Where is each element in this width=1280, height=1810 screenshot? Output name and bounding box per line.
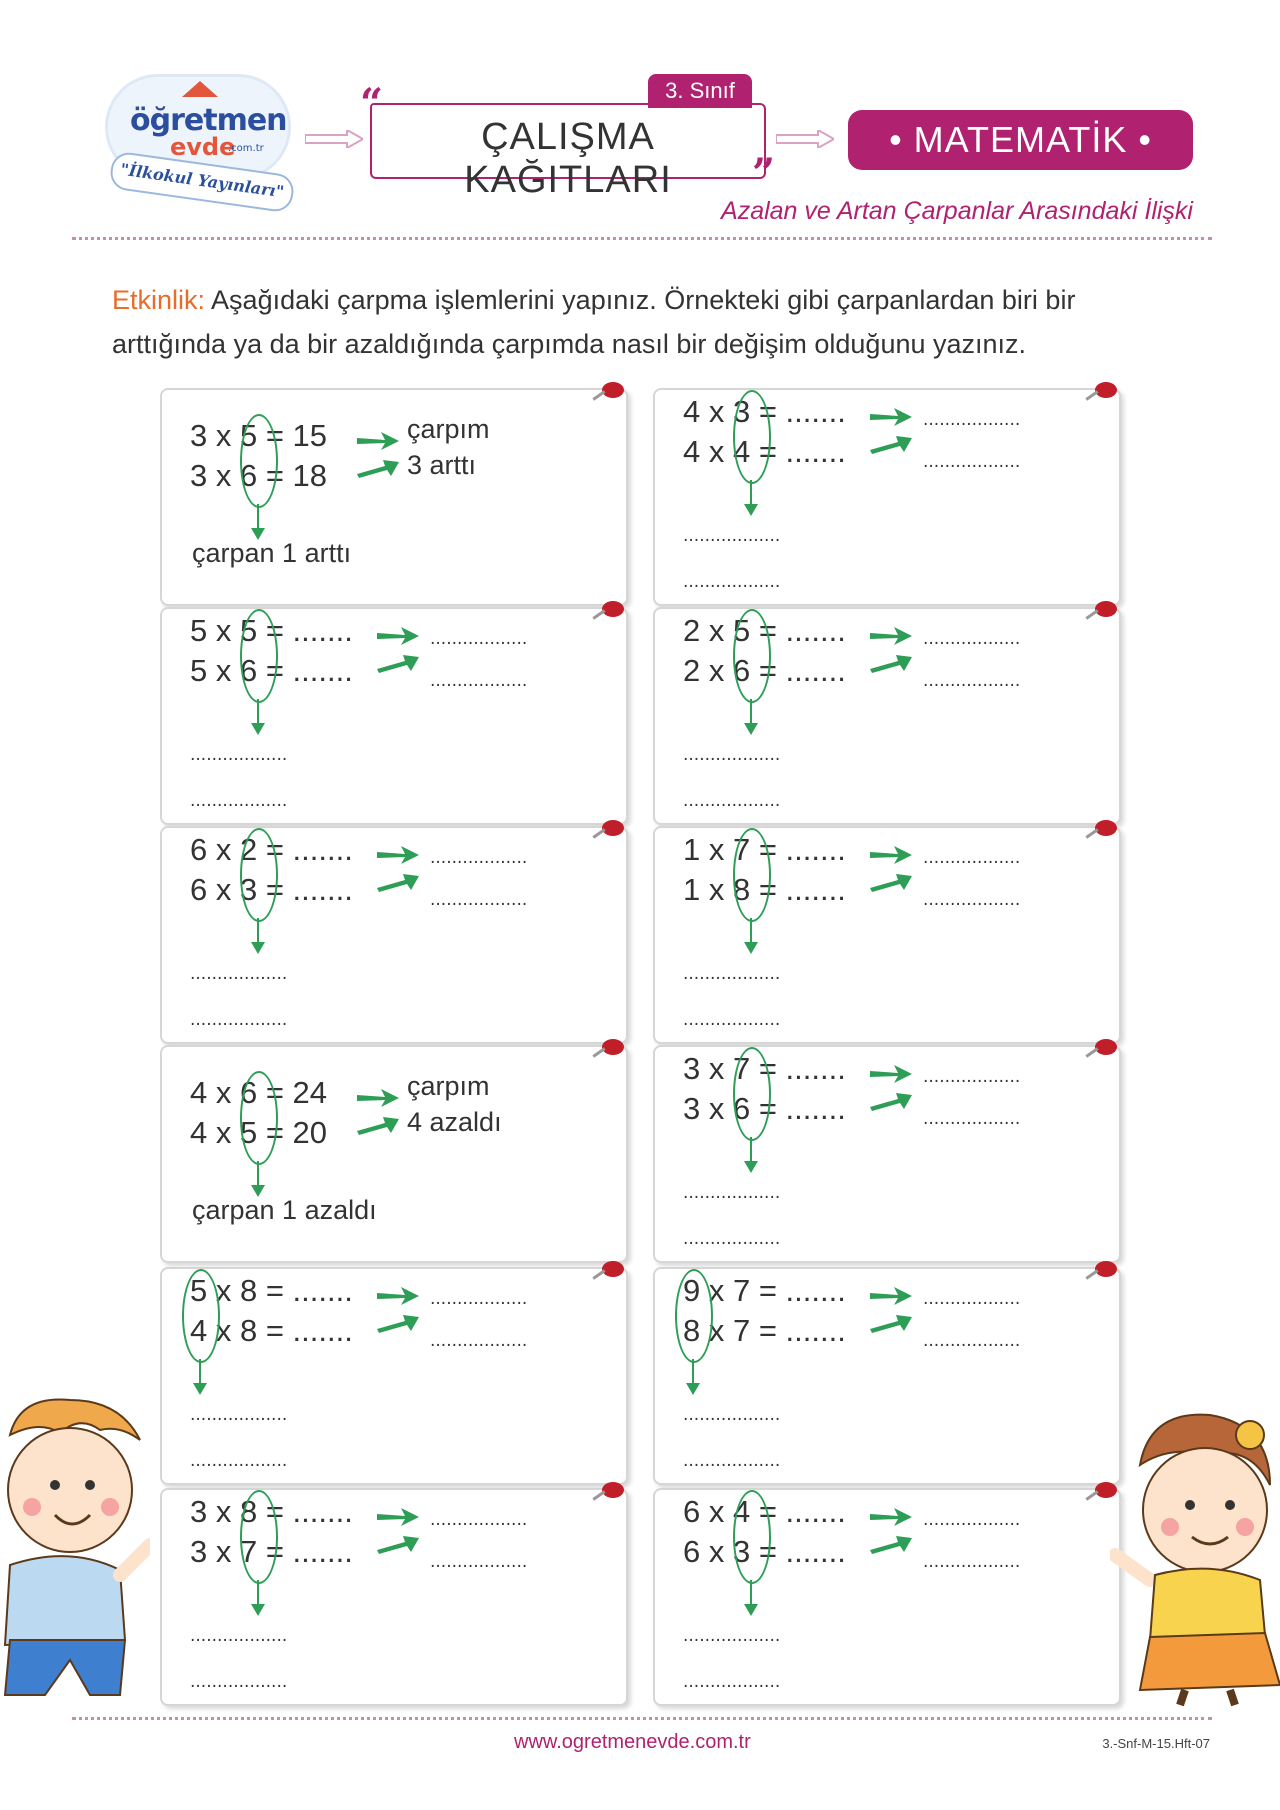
exercise-card [653,826,1121,1044]
result-line: 3 arttı [407,450,477,480]
green-arrow-icon [870,874,910,890]
answer-line: .................. [190,1672,288,1692]
answer-line: .................. [923,1109,1021,1129]
factor-highlight-icon [240,609,278,703]
arrow-down-icon [257,1580,259,1610]
close-quote-icon: ” [752,150,776,197]
answer-line: .................. [430,1331,528,1351]
exercise-card [160,1045,628,1263]
green-arrow-icon [870,846,910,862]
factor-highlight-icon [240,1490,278,1584]
green-arrow-icon [357,460,397,476]
arrow-right-icon [305,130,363,148]
equation-row: 2 x 5 = ....... [683,613,846,648]
green-arrow-icon [377,1315,417,1331]
arrow-down-icon [199,1359,201,1389]
factor-highlight-icon [675,1269,713,1363]
grade-tab: 3. Sınıf [648,74,752,108]
factor-highlight-icon [733,390,771,484]
green-arrow-icon [870,1287,910,1303]
open-quote-icon: “ [360,80,384,127]
green-arrow-icon [377,1287,417,1303]
answer-line: .................. [923,410,1021,430]
exercise-card [653,607,1121,825]
pin-icon [602,382,624,398]
equation-row: 6 x 4 = ....... [683,1494,846,1529]
exercise-card [653,1267,1121,1485]
equation-row: 3 x 6 = ....... [683,1091,846,1126]
equation-row: 4 x 4 = ....... [683,434,846,469]
answer-line: .................. [190,745,288,765]
answer-line: .................. [923,890,1021,910]
answer-line: .................. [190,1405,288,1425]
exercise-card [160,1267,628,1485]
answer-line: .................. [190,791,288,811]
equation-row: 6 x 3 = ....... [683,1534,846,1569]
page-subtitle: Azalan ve Artan Çarpanlar Arasındaki İlişki [721,197,1193,225]
pin-icon [602,820,624,836]
answer-line: .................. [190,964,288,984]
answer-line: .................. [923,671,1021,691]
answer-line: .................. [430,1289,528,1309]
green-arrow-icon [377,846,417,862]
exercise-card [160,607,628,825]
answer-line: .................. [430,671,528,691]
answer-line: .................. [683,791,781,811]
equation-row: 9 x 7 = ....... [683,1273,846,1308]
answer-line: .................. [430,890,528,910]
answer-line: .................. [683,1451,781,1471]
factor-note: çarpan 1 arttı [192,538,352,568]
green-arrow-icon [870,1508,910,1524]
answer-line: .................. [430,1510,528,1530]
factor-highlight-icon [733,1047,771,1141]
green-arrow-icon [377,627,417,643]
pin-icon [602,1039,624,1055]
pin-icon [1095,820,1117,836]
equation-row: 1 x 7 = ....... [683,832,846,867]
equation-row: 4 x 6 = 24 [190,1075,328,1110]
answer-line: .................. [923,1289,1021,1309]
answer-line: .................. [190,1451,288,1471]
exercise-card [653,1488,1121,1706]
answer-line: .................. [190,1626,288,1646]
divider [72,1717,1212,1720]
green-arrow-icon [870,1536,910,1552]
equation-row: 6 x 2 = ....... [190,832,353,867]
page-title: ÇALIŞMA KAĞITLARI [464,116,672,201]
result-line: 4 azaldı [407,1107,502,1137]
green-arrow-icon [357,432,397,448]
exercise-card [653,388,1121,606]
arrow-right-icon [776,130,834,148]
answer-line: .................. [430,1552,528,1572]
arrow-down-icon [750,480,752,510]
logo-ribbon: "İlkokul Yayınları" [108,150,295,213]
footer-url[interactable]: www.ogretmenevde.com.tr [514,1731,751,1753]
equation-row: 3 x 7 = ....... [683,1051,846,1086]
pin-icon [602,1261,624,1277]
answer-line: .................. [923,1331,1021,1351]
factor-highlight-icon [240,1071,278,1165]
girl-illustration-icon [1110,1405,1280,1715]
equation-row: 6 x 3 = ....... [190,872,353,907]
answer-line: .................. [923,1510,1021,1530]
pin-icon [1095,1039,1117,1055]
boy-illustration-icon [0,1395,150,1705]
green-arrow-icon [870,627,910,643]
pin-icon [1095,1261,1117,1277]
equation-row: 8 x 7 = ....... [683,1313,846,1348]
footer-code: 3.-Snf-M-15.Hft-07 [1102,1736,1210,1751]
arrow-down-icon [692,1359,694,1389]
green-arrow-icon [357,1117,397,1133]
answer-line: .................. [430,629,528,649]
logo [100,55,300,205]
answer-line: .................. [683,1229,781,1249]
green-arrow-icon [870,1065,910,1081]
factor-highlight-icon [182,1269,220,1363]
subject-badge: • MATEMATİK • [848,110,1193,170]
answer-line: .................. [923,452,1021,472]
arrow-down-icon [257,918,259,948]
answer-line: .................. [683,1405,781,1425]
answer-line: .................. [923,1552,1021,1572]
answer-line: .................. [923,629,1021,649]
equation-row: 3 x 8 = ....... [190,1494,353,1529]
green-arrow-icon [870,408,910,424]
answer-line: .................. [683,526,781,546]
factor-note: çarpan 1 azaldı [192,1195,377,1225]
result-line: çarpım [407,414,490,444]
equation-row: 3 x 6 = 18 [190,458,328,493]
answer-line: .................. [683,1183,781,1203]
activity-label: Etkinlik: [112,285,206,315]
arrow-down-icon [257,504,259,534]
answer-line: .................. [683,964,781,984]
equation-row: 3 x 7 = ....... [190,1534,353,1569]
answer-line: .................. [683,1672,781,1692]
logo-brand-top: öğretmen [130,103,287,138]
equation-row: 3 x 5 = 15 [190,418,328,453]
equation-row: 4 x 3 = ....... [683,394,846,429]
equation-row: 5 x 6 = ....... [190,653,353,688]
equation-row: 2 x 6 = ....... [683,653,846,688]
answer-line: .................. [683,745,781,765]
arrow-down-icon [750,918,752,948]
pin-icon [602,601,624,617]
logo-brand-bottom: evde [170,133,236,161]
green-arrow-icon [377,874,417,890]
green-arrow-icon [870,1093,910,1109]
factor-highlight-icon [240,414,278,508]
arrow-down-icon [257,1161,259,1191]
pin-icon [1095,382,1117,398]
equation-row: 5 x 5 = ....... [190,613,353,648]
activity-instructions [112,278,1187,366]
answer-line: .................. [190,1010,288,1030]
green-arrow-icon [870,655,910,671]
arrow-down-icon [750,1580,752,1610]
arrow-down-icon [750,1137,752,1167]
answer-line: .................. [430,848,528,868]
arrow-down-icon [750,699,752,729]
exercise-card [160,388,628,606]
answer-line: .................. [683,1626,781,1646]
factor-highlight-icon [240,828,278,922]
green-arrow-icon [377,655,417,671]
pin-icon [602,1482,624,1498]
result-line: çarpım [407,1071,490,1101]
green-arrow-icon [377,1536,417,1552]
answer-line: .................. [923,1067,1021,1087]
arrow-down-icon [257,699,259,729]
exercise-card [653,1045,1121,1263]
equation-row: 4 x 5 = 20 [190,1115,328,1150]
activity-text: Aşağıdaki çarpma işlemlerini yapınız. Örnekteki gibi çarpanlardan biri bir arttığında ya da bir azaldığında çarpımda nasıl bir değişim olduğunu yazınız. [112,285,1076,359]
answer-line: .................. [683,572,781,592]
green-arrow-icon [357,1089,397,1105]
equation-row: 1 x 8 = ....... [683,872,846,907]
exercise-card [160,1488,628,1706]
factor-highlight-icon [733,828,771,922]
green-arrow-icon [870,1315,910,1331]
exercise-card [160,826,628,1044]
divider [72,237,1212,240]
factor-highlight-icon [733,609,771,703]
equation-row: 4 x 8 = ....... [190,1313,353,1348]
answer-line: .................. [683,1010,781,1030]
pin-icon [1095,601,1117,617]
factor-highlight-icon [733,1490,771,1584]
equation-row: 5 x 8 = ....... [190,1273,353,1308]
green-arrow-icon [870,436,910,452]
answer-line: .................. [923,848,1021,868]
logo-domain: .com.tr [228,143,264,154]
house-icon [182,81,218,97]
green-arrow-icon [377,1508,417,1524]
